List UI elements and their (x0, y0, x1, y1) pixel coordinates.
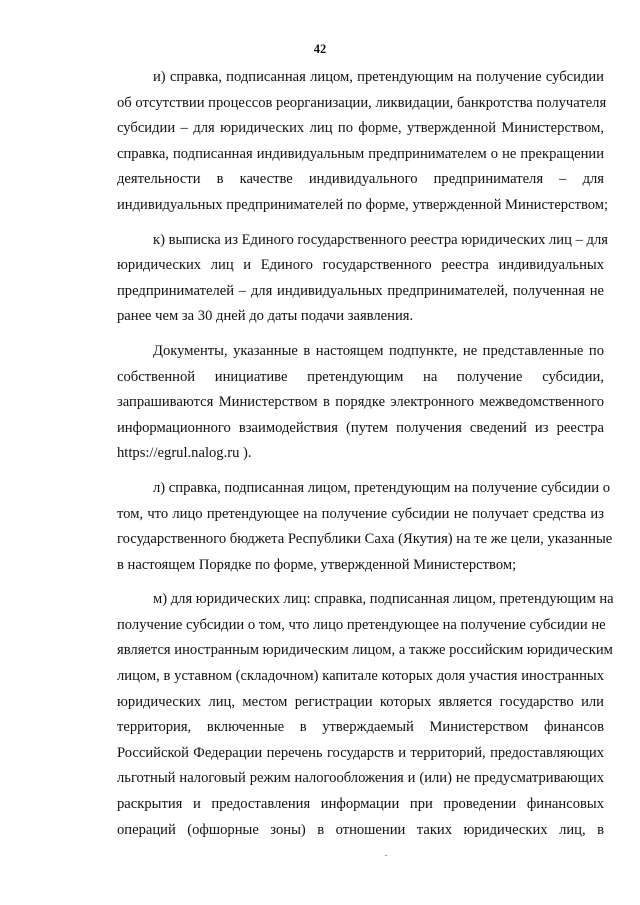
text-line: получение субсидии о том, что лицо претендующее на получение субсидии не (117, 616, 606, 633)
page-number: 42 (313, 42, 327, 56)
text-line: государственного бюджета Республики Саха (Якутия) на те же цели, указанные (117, 531, 613, 548)
text-line: раскрытия и предоставления информации при проведении финансовых (117, 796, 604, 813)
paragraph (117, 476, 613, 578)
text-line: ранее чем за 30 дней до даты подачи заявления. (117, 308, 414, 325)
text-line: предпринимателей – для индивидуальных предпринимателей, полученная не (117, 282, 604, 299)
text-line: м) для юридических лиц: справка, подписанная лицом, претендующим на (153, 591, 614, 608)
text-line: является иностранным юридическим лицом, а также российским юридическим (117, 642, 613, 659)
text-line: в настоящем Порядке по форме, утвержденной Министерством; (117, 556, 517, 573)
paragraph (117, 228, 608, 330)
text-line: собственной инициативе претендующим на получение субсидии, (117, 368, 604, 385)
text-line: том, что лицо претендующее на получение субсидии не получает средства из (117, 505, 604, 522)
text-line: https://egrul.nalog.ru ). (117, 445, 252, 462)
text-line: справка, подписанная индивидуальным предпринимателем о не прекращении (117, 145, 604, 162)
text-line: информационного взаимодействия (путем получения сведений из реестра (117, 419, 604, 436)
text-line: льготный налоговый режим налогообложения и (или) не предусматривающих (117, 770, 604, 787)
text-line: л) справка, подписанная лицом, претендующим на получение субсидии о (153, 479, 611, 496)
text-line: юридических лиц, местом регистрации которых является государство или (117, 693, 604, 710)
text-line: об отсутствии процессов реорганизации, ликвидации, банкротства получателя (117, 94, 607, 111)
text-line: и) справка, подписанная лицом, претендующим на получение субсидии (153, 69, 604, 85)
text-line: к) выписка из Единого государственного реестра юридических лиц – для (153, 231, 608, 248)
text-line: индивидуальных предпринимателей по форме, утвержденной Министерством; (117, 196, 609, 213)
text-line: запрашиваются Министерством в порядке электронного межведомственного (117, 394, 604, 411)
text-line: лицом, в уставном (складочном) капитале которых доля участия иностранных (117, 668, 604, 685)
paragraph (117, 339, 604, 467)
paragraph (117, 65, 609, 219)
text-line: субсидии – для юридических лиц по форме, утвержденной Министерством, (117, 120, 604, 137)
document-body (117, 65, 614, 852)
text-line: операций (офшорные зоны) в отношении таких юридических лиц, в (117, 821, 604, 838)
text-line: территория, включенные в утверждаемый Министерством финансов (117, 719, 604, 736)
text-line: Российской Федерации перечень государств и территорий, предоставляющих (117, 744, 604, 761)
scan-speck (385, 855, 387, 856)
text-line: деятельности в качестве индивидуального предпринимателя – для (117, 171, 604, 188)
text-line: юридических лиц и Единого государственного реестра индивидуальных (117, 257, 604, 274)
paragraph (117, 587, 614, 843)
text-line: Документы, указанные в настоящем подпункте, не представленные по (153, 342, 604, 359)
